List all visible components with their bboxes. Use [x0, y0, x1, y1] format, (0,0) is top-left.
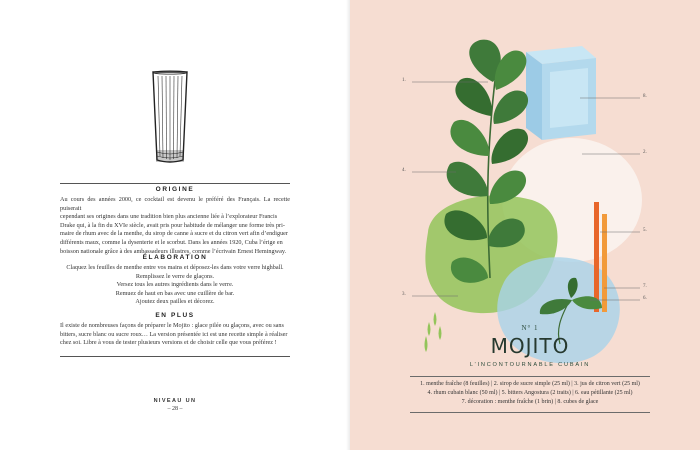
cocktail-subtitle: L’INCONTOURNABLE CUBAIN	[469, 362, 591, 368]
ingredient-line: 7. décoration : menthe fraîche (1 brin) | 8. cubes de glace	[461, 399, 599, 405]
ingredient-line: 1. menthe fraîche (8 feuilles) | 2. sirop de sucre simple (25 ml) | 3. jus de citron vert (25 ml)	[420, 381, 640, 387]
callout-5: 5.	[643, 228, 647, 233]
ice-cube-icon	[526, 46, 596, 140]
origine-text: Au cours des années 2000, ce cocktail est devenu le préféré des Français. La recette puiserait cependant ses origines dans une tradition bien plus ancienne liée à l’explorateur Francis Drake qui, à la fin du XVIe siècle, avait pris pour habitude de mélanger une forme très pri- maire de rhum avec de la menthe, du sirop de canne à sucre et du citron vert afin d’endiguer différents maux, comme la dysenterie et le scorbut. Dans les années 1920, Cuba l’érige en boisson nationale grâce à des ambassadeurs illustres, comme l’écrivain Ernest Hemingway.	[60, 196, 290, 255]
ingredient-line: 4. rhum cubain blanc (50 ml) | 5. bitters Angostura (2 traits) | 6. eau pétillante (25 ml)	[427, 390, 633, 396]
callout-6: 6.	[643, 296, 647, 301]
divider-top	[60, 183, 290, 184]
ingredients-rule-top	[410, 376, 650, 377]
ingredients-list	[402, 380, 658, 407]
level-label: NIVEAU UN	[153, 398, 197, 404]
heading-origine: ORIGINE	[155, 186, 195, 193]
divider-bottom	[60, 356, 290, 357]
ingredients-rule-bottom	[410, 412, 650, 413]
callout-8: 8.	[643, 94, 647, 99]
page-number: – 28 –	[167, 406, 183, 412]
highball-glass-icon	[150, 70, 190, 166]
cocktail-title: MOJITO	[490, 334, 570, 358]
heading-elaboration: ÉLABORATION	[142, 254, 208, 261]
cocktail-number: N° 1	[521, 324, 539, 332]
elaboration-text: Claquez les feuilles de menthe entre vos mains et déposez-les dans votre verre highball. Remplissez le verre de glaçons. Versez tous les autres ingrédients dans le verre. Remuez de haut en bas avec une cuillère de bar. Ajoutez deux pailles et décorez.	[66, 264, 284, 306]
right-page	[350, 0, 700, 450]
heading-en-plus: EN PLUS	[155, 312, 195, 319]
en-plus-text: Il existe de nombreuses façons de préparer le Mojito : glace pilée ou glaçons, avec ou sans bitters, sucre blanc ou sucre roux… La version présentée ici est une recette simple à réaliser chez soi. Libre à vous de tester plusieurs versions et de choisir celle que vous préférez !	[60, 322, 288, 347]
callout-1: 1.	[402, 78, 406, 83]
callout-3: 3.	[402, 292, 406, 297]
callout-2: 2.	[643, 150, 647, 155]
callout-4: 4.	[402, 168, 406, 173]
callout-7: 7.	[643, 284, 647, 289]
lime-drops-icon	[425, 312, 442, 352]
